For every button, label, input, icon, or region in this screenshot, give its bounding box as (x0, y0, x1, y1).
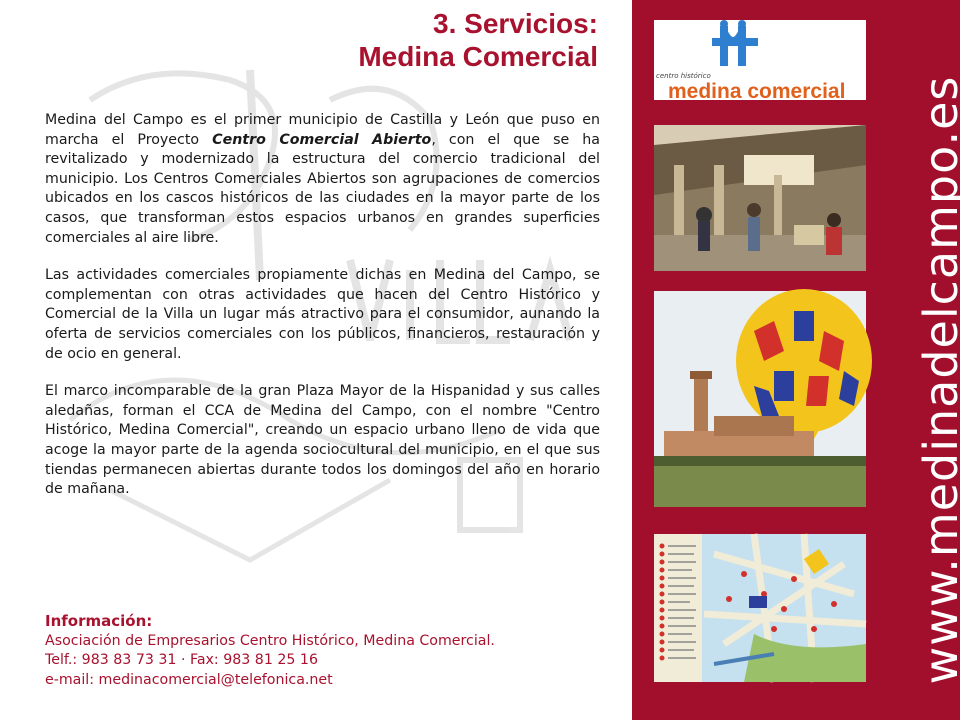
paragraph-3: El marco incomparable de la gran Plaza Mayor de la Hispanidad y sus calles aledañas, forman el CCA de Medina del Campo, con el nombre "Centro Histórico, Medina Comercial", creando un espacio urbano lleno de vida que acoge la mayor parte de la agenda sociocultural del municipio, en el que sus tiendas permanecen abiertas durante todos los domingos del año en horario de mañana. (45, 383, 600, 498)
info-organization: Asociación de Empresarios Centro Histórico, Medina Comercial. (45, 632, 495, 649)
info-email: e-mail: medinacomercial@telefonica.net (45, 671, 333, 688)
info-heading: Información: (45, 612, 153, 630)
title-line-number: 3. Servicios: (433, 8, 598, 39)
balloon-photo (654, 291, 866, 507)
paragraph-1 (45, 111, 600, 248)
paragraph-1-end: , con el que se ha revitalizado y modernizado la estructura del comercio tradicional del municipio. Los Centros Comerciales Abiertos son agrupaciones de comercios ubicados en los cascos históricos de las ciudades en la mayor parte de los casos, que transforman estos espacios urbanos en grandes superficies comerciales al aire libre. (45, 131, 600, 246)
logo-graphic (654, 20, 866, 103)
logo-big-text: medina comercial (668, 80, 846, 103)
paragraph-1-start: Medina del Campo es el primer municipio de Castilla y León que puso en marcha el Proyecto (45, 112, 600, 148)
map-image (654, 534, 866, 682)
paragraph-2: Las actividades comerciales propiamente dichas en Medina del Campo, se complementan con otras actividades que hacen del Centro Histórico y Comercial de la Villa un lugar más atractivo para el consumidor, aunando la oferta de servicios comerciales con los públicos, financieros, restauración y de ocio en general. (45, 267, 600, 362)
contact-info (45, 612, 605, 690)
title-line-name: Medina Comercial (358, 41, 598, 72)
page-title (358, 8, 598, 74)
medina-comercial-logo (654, 20, 866, 103)
website-url: www.medinadelcampo.es (914, 75, 968, 685)
logo-small-text: centro histórico (656, 72, 711, 80)
body-text (45, 111, 600, 518)
paragraph-1-emphasis: Centro Comercial Abierto (212, 131, 432, 148)
street-photo (654, 125, 866, 271)
info-phone: Telf.: 983 83 73 31 · Fax: 983 81 25 16 (45, 652, 318, 668)
